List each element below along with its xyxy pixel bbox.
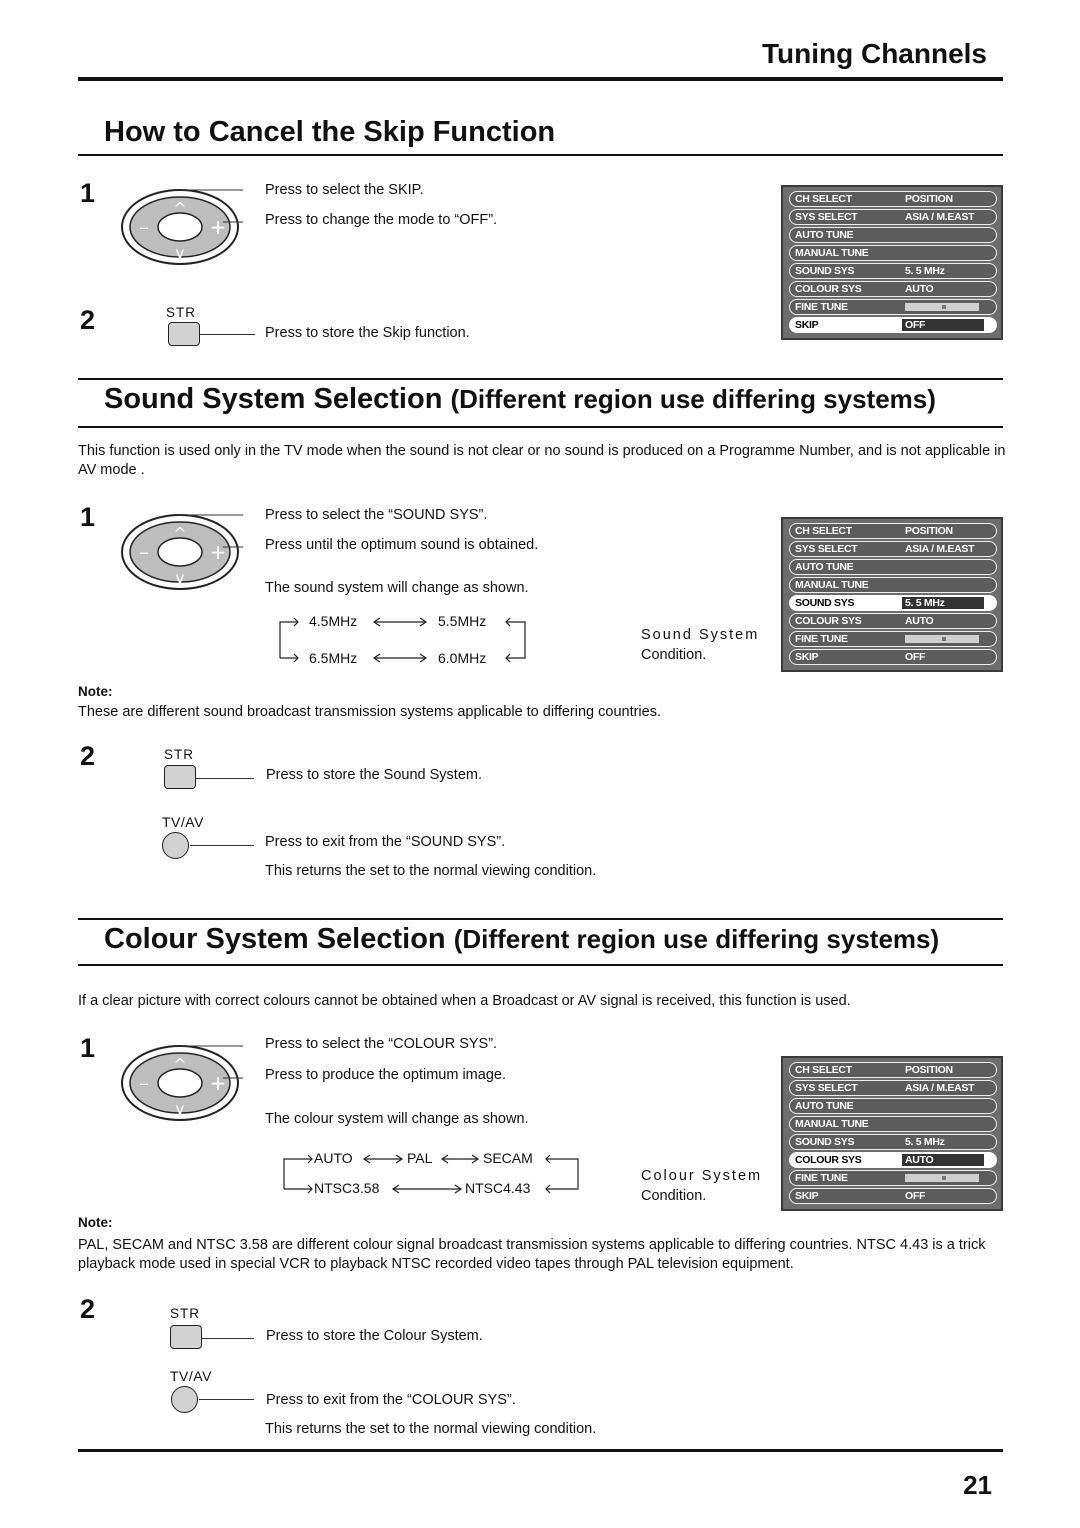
colour-note-text: PAL, SECAM and NTSC 3.58 are different colour signal broadcast transmission systems applicable to differing countries. NTSC 4.43 is a trick playback mode used in special VCR to playback NTSC recorded video tapes through PAL television equipment. bbox=[78, 1237, 986, 1272]
svg-text:v: v bbox=[175, 244, 185, 262]
sound-seq-5-5mhz: 5.5MHz bbox=[438, 613, 487, 629]
colour-step-1-number: 1 bbox=[80, 1033, 96, 1063]
skip-instruction-1: Press to select the SKIP. bbox=[265, 182, 424, 198]
colour-title-main: Colour System Selection bbox=[104, 923, 446, 955]
sound-intro: This function is used only in the TV mode when the sound is not clear or no sound is produced on a Programme Number, and is not applicable in AV mode . bbox=[78, 443, 1006, 478]
colour-seq-auto: AUTO bbox=[314, 1150, 353, 1166]
skip-section-title: How to Cancel the Skip Function bbox=[104, 116, 556, 148]
svg-text:v: v bbox=[175, 1100, 185, 1118]
osd-row-selected: SKIP OFF bbox=[789, 317, 997, 333]
svg-text:+: + bbox=[209, 540, 227, 564]
colour-seq-ntsc443: NTSC4.43 bbox=[465, 1180, 531, 1196]
sound-instruction-2: Press until the optimum sound is obtained. bbox=[265, 537, 539, 553]
osd-row-selected: COLOUR SYS AUTO bbox=[789, 1152, 997, 1168]
svg-text:–: – bbox=[139, 215, 149, 239]
sound-instruction-1: Press to select the “SOUND SYS”. bbox=[265, 507, 488, 523]
osd-row: SOUND SYS 5. 5 MHz bbox=[789, 1134, 997, 1150]
osd-menu-colour bbox=[781, 1056, 1003, 1211]
leader-line bbox=[199, 1399, 254, 1400]
osd-row: SYS SELECT ASIA / M.EAST bbox=[789, 1080, 997, 1096]
sound-seq-6-0mhz: 6.0MHz bbox=[438, 650, 487, 666]
osd-row: AUTO TUNE bbox=[789, 1098, 997, 1114]
colour-return-text: This returns the set to the normal viewing condition. bbox=[265, 1421, 597, 1437]
sound-condition-label-2: Condition. bbox=[641, 647, 707, 663]
svg-text:+: + bbox=[209, 215, 227, 239]
tvav-label: TV/AV bbox=[170, 1368, 212, 1384]
skip-step-1-number: 1 bbox=[80, 178, 96, 208]
colour-seq-ntsc358: NTSC3.58 bbox=[314, 1180, 380, 1196]
colour-instruction-1: Press to select the “COLOUR SYS”. bbox=[265, 1036, 498, 1052]
str-button[interactable] bbox=[170, 1325, 202, 1349]
page-number: 21 bbox=[963, 1470, 992, 1500]
colour-instruction-2: Press to produce the optimum image. bbox=[265, 1067, 506, 1083]
colour-seq-secam: SECAM bbox=[483, 1150, 533, 1166]
osd-row: CH SELECT POSITION bbox=[789, 1062, 997, 1078]
footer-rule bbox=[78, 1449, 1003, 1452]
osd-row: AUTO TUNE bbox=[789, 559, 997, 575]
osd-row: FINE TUNE bbox=[789, 299, 997, 315]
svg-text:^: ^ bbox=[173, 199, 187, 218]
osd-row: SKIP OFF bbox=[789, 1188, 997, 1204]
osd-menu-sound bbox=[781, 517, 1003, 672]
osd-row: FINE TUNE bbox=[789, 1170, 997, 1186]
colour-condition-label-2: Condition. bbox=[641, 1188, 707, 1204]
osd-row: MANUAL TUNE bbox=[789, 577, 997, 593]
colour-section-title bbox=[104, 923, 939, 956]
sound-section-title bbox=[104, 383, 936, 416]
colour-title-sub: (Different region use differing systems) bbox=[453, 924, 940, 954]
colour-store-text: Press to store the Colour System. bbox=[266, 1328, 483, 1344]
sound-top-rule bbox=[78, 378, 1003, 380]
colour-seq-pal: PAL bbox=[407, 1150, 433, 1166]
header-rule bbox=[78, 77, 1003, 81]
str-label: STR bbox=[166, 305, 196, 320]
colour-intro: If a clear picture with correct colours cannot be obtained when a Broadcast or AV signal is received, this function is used. bbox=[78, 993, 851, 1009]
osd-row: FINE TUNE bbox=[789, 631, 997, 647]
dpad-icon bbox=[118, 1042, 243, 1124]
str-button[interactable] bbox=[164, 765, 196, 789]
dpad-icon bbox=[118, 511, 243, 593]
osd-row: MANUAL TUNE bbox=[789, 245, 997, 261]
sound-step-2-number: 2 bbox=[80, 741, 96, 771]
str-button[interactable] bbox=[168, 322, 200, 346]
svg-text:+: + bbox=[209, 1071, 227, 1095]
page-header-title: Tuning Channels bbox=[761, 38, 987, 69]
sound-seq-6-5mhz: 6.5MHz bbox=[309, 650, 358, 666]
sound-condition-label: Sound System bbox=[641, 627, 760, 643]
sound-title-rule bbox=[78, 426, 1003, 428]
sound-store-text: Press to store the Sound System. bbox=[266, 767, 482, 783]
colour-title-rule bbox=[78, 964, 1003, 966]
tvav-button[interactable] bbox=[162, 832, 189, 859]
skip-step-2-number: 2 bbox=[80, 305, 96, 335]
sound-title-sub: (Different region use differing systems) bbox=[450, 384, 936, 414]
colour-step-2-number: 2 bbox=[80, 1294, 96, 1324]
osd-row: SYS SELECT ASIA / M.EAST bbox=[789, 209, 997, 225]
skip-instruction-2: Press to change the mode to “OFF”. bbox=[265, 212, 498, 228]
osd-row: CH SELECT POSITION bbox=[789, 523, 997, 539]
osd-row: COLOUR SYS AUTO bbox=[789, 613, 997, 629]
svg-text:^: ^ bbox=[173, 1055, 187, 1074]
svg-text:–: – bbox=[139, 1071, 149, 1095]
sound-exit-text: Press to exit from the “SOUND SYS”. bbox=[265, 834, 506, 850]
colour-condition-label: Colour System bbox=[641, 1168, 763, 1184]
osd-row: SYS SELECT ASIA / M.EAST bbox=[789, 541, 997, 557]
osd-row: SOUND SYS 5. 5 MHz bbox=[789, 263, 997, 279]
sound-note-text: These are different sound broadcast transmission systems applicable to differing countries. bbox=[78, 704, 661, 720]
colour-top-rule bbox=[78, 918, 1003, 920]
tvav-button[interactable] bbox=[171, 1386, 198, 1413]
sound-instruction-3: The sound system will change as shown. bbox=[265, 580, 529, 596]
svg-text:–: – bbox=[139, 540, 149, 564]
sound-return-text: This returns the set to the normal viewing condition. bbox=[265, 863, 597, 879]
sound-seq-4-5mhz: 4.5MHz bbox=[309, 613, 358, 629]
sound-step-1-number: 1 bbox=[80, 502, 96, 532]
str-label: STR bbox=[170, 1306, 200, 1321]
sound-title-main: Sound System Selection bbox=[104, 383, 443, 415]
dpad-icon bbox=[118, 186, 243, 268]
osd-row: MANUAL TUNE bbox=[789, 1116, 997, 1132]
skip-title-rule bbox=[78, 154, 1003, 156]
osd-row-selected: SOUND SYS 5. 5 MHz bbox=[789, 595, 997, 611]
colour-note-label: Note: bbox=[78, 1215, 113, 1230]
colour-exit-text: Press to exit from the “COLOUR SYS”. bbox=[266, 1392, 516, 1408]
leader-line bbox=[200, 334, 255, 335]
osd-row: SKIP OFF bbox=[789, 649, 997, 665]
colour-instruction-3: The colour system will change as shown. bbox=[265, 1111, 529, 1127]
str-label: STR bbox=[164, 747, 194, 762]
svg-text:v: v bbox=[175, 569, 185, 587]
osd-row: COLOUR SYS AUTO bbox=[789, 281, 997, 297]
skip-store-text: Press to store the Skip function. bbox=[265, 325, 470, 341]
leader-line bbox=[196, 778, 254, 779]
osd-row: CH SELECT POSITION bbox=[789, 191, 997, 207]
svg-text:^: ^ bbox=[173, 524, 187, 543]
tvav-label: TV/AV bbox=[162, 814, 204, 830]
leader-line bbox=[202, 1338, 254, 1339]
sound-note-label: Note: bbox=[78, 684, 113, 699]
leader-line bbox=[190, 845, 254, 846]
osd-row: AUTO TUNE bbox=[789, 227, 997, 243]
osd-menu-skip bbox=[781, 185, 1003, 340]
